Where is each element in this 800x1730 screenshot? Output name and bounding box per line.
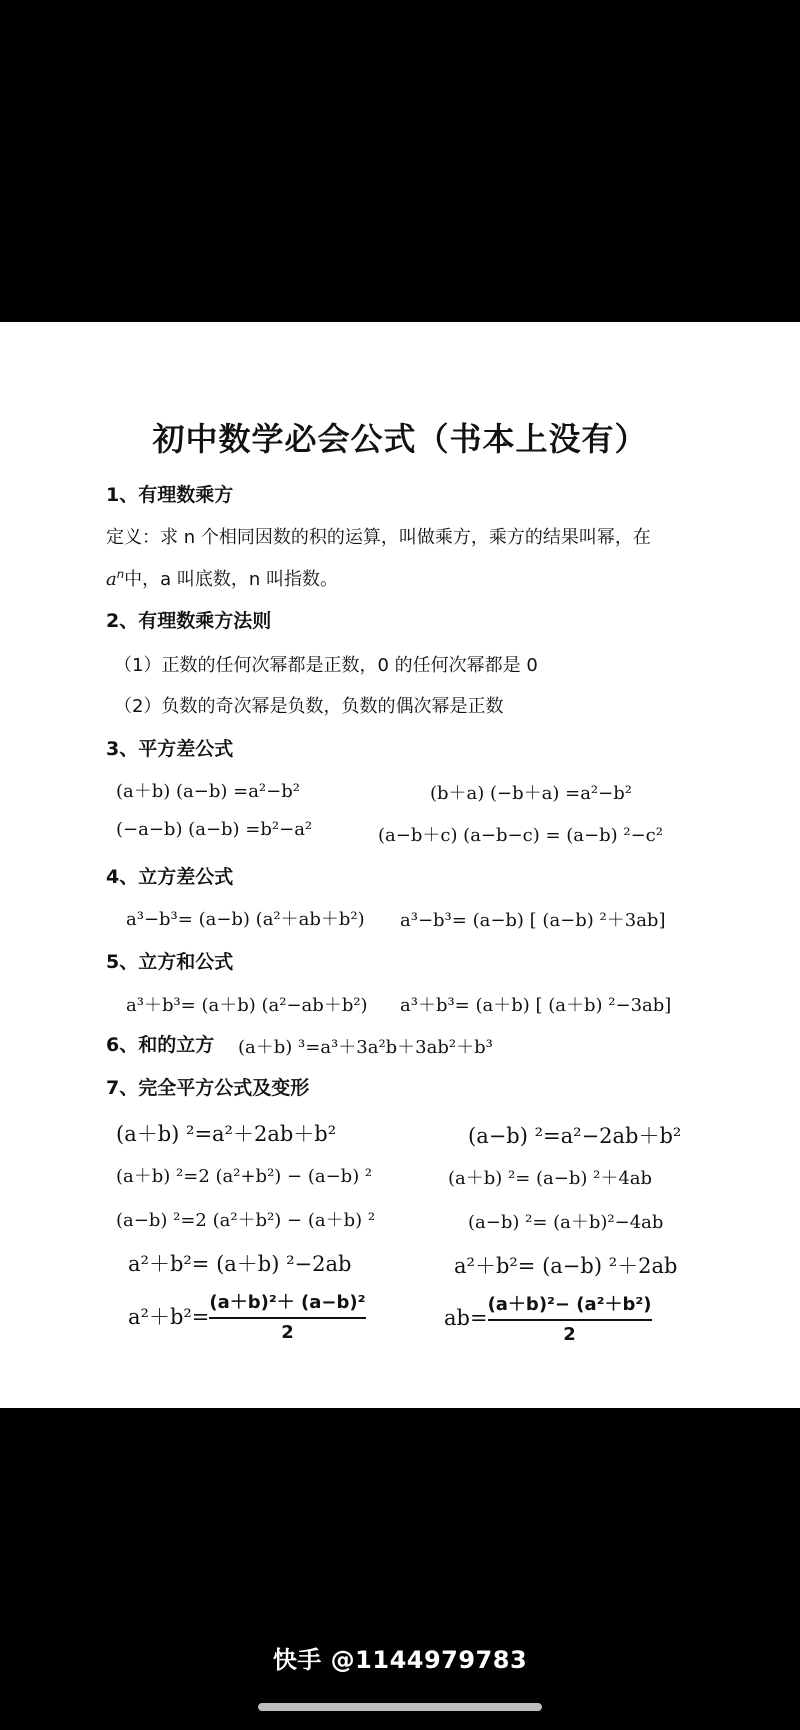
home-indicator[interactable] (258, 1703, 542, 1711)
fraction (209, 1288, 365, 1343)
cube-of-sum-formula: (a＋b) ³=a³＋3a²b＋3ab²＋b³ (238, 1037, 493, 1058)
perfect-square-variant-2: (a＋b) ²= (a−b) ²＋4ab (448, 1168, 653, 1189)
perfect-square-variant-1: (a＋b) ²=2 (a²+b²) − (a−b) ² (116, 1166, 373, 1187)
exponent-symbol: n (116, 567, 125, 581)
page-title: 初中数学必会公式（书本上没有） (152, 420, 648, 458)
top-black-band (0, 0, 800, 322)
definition-line-1: 定义：求 n 个相同因数的积的运算，叫做乘方，乘方的结果叫幂，在 (106, 527, 651, 548)
sum-of-squares-fraction (128, 1288, 366, 1343)
difference-of-cubes-1: a³−b³= (a−b) (a²＋ab＋b²) (126, 909, 365, 930)
fraction-numerator: (a＋b)²＋ (a−b)² (209, 1292, 366, 1313)
section-7-heading: 7、完全平方公式及变形 (106, 1077, 310, 1099)
difference-of-squares-2: (b＋a) (−b＋a) =a²−b² (430, 783, 632, 804)
fraction-denominator: 2 (281, 1322, 294, 1343)
fraction-denominator: 2 (563, 1324, 576, 1345)
fraction-lhs: a²＋b²= (128, 1304, 210, 1329)
sum-of-squares-1: a²＋b²= (a＋b) ²−2ab (128, 1252, 352, 1276)
difference-of-cubes-2: a³−b³= (a−b) [ (a−b) ²＋3ab] (400, 910, 666, 931)
definition-line-2 (106, 565, 338, 591)
sum-of-squares-2: a²＋b²= (a−b) ²＋2ab (454, 1254, 678, 1278)
fraction-bar (209, 1317, 365, 1319)
fraction (488, 1290, 652, 1345)
formula-sheet (0, 322, 800, 1408)
kuaishou-watermark: 快手 @1144979783 (272, 1646, 528, 1674)
section-4-heading: 4、立方差公式 (106, 866, 234, 888)
rule-1: （1）正数的任何次幂都是正数，0 的任何次幂都是 0 (114, 655, 538, 676)
product-fraction (444, 1290, 652, 1345)
rule-2: （2）负数的奇次幂是负数，负数的偶次幂是正数 (114, 696, 504, 717)
perfect-square-variant-3: (a−b) ²=2 (a²＋b²) − (a＋b) ² (116, 1210, 376, 1231)
section-3-heading: 3、平方差公式 (106, 738, 234, 760)
fraction-lhs: ab= (444, 1305, 488, 1330)
bottom-black-band (0, 1408, 800, 1730)
definition-line-2-rest: 中，a 叫底数，n 叫指数。 (124, 569, 339, 590)
difference-of-squares-1: (a＋b) (a−b) =a²−b² (116, 781, 300, 802)
difference-of-squares-4: (a−b＋c) (a−b−c) = (a−b) ²−c² (378, 825, 663, 846)
sum-of-cubes-1: a³＋b³= (a＋b) (a²−ab＋b²) (126, 995, 368, 1016)
section-5-heading: 5、立方和公式 (106, 951, 234, 973)
fraction-numerator: (a＋b)²− (a²＋b²) (487, 1294, 652, 1315)
base-symbol: a (106, 569, 117, 590)
fraction-bar (488, 1319, 652, 1321)
perfect-square-variant-4: (a−b) ²= (a＋b)²−4ab (468, 1212, 664, 1233)
section-6-heading: 6、和的立方 (106, 1034, 215, 1056)
difference-of-squares-3: (−a−b) (a−b) =b²−a² (116, 819, 313, 840)
perfect-square-1: (a＋b) ²=a²＋2ab＋b² (116, 1122, 337, 1146)
sum-of-cubes-2: a³＋b³= (a＋b) [ (a＋b) ²−3ab] (400, 995, 672, 1016)
section-2-heading: 2、有理数乘方法则 (106, 610, 272, 632)
perfect-square-2: (a−b) ²=a²−2ab＋b² (468, 1124, 682, 1148)
section-1-heading: 1、有理数乘方 (106, 484, 234, 506)
